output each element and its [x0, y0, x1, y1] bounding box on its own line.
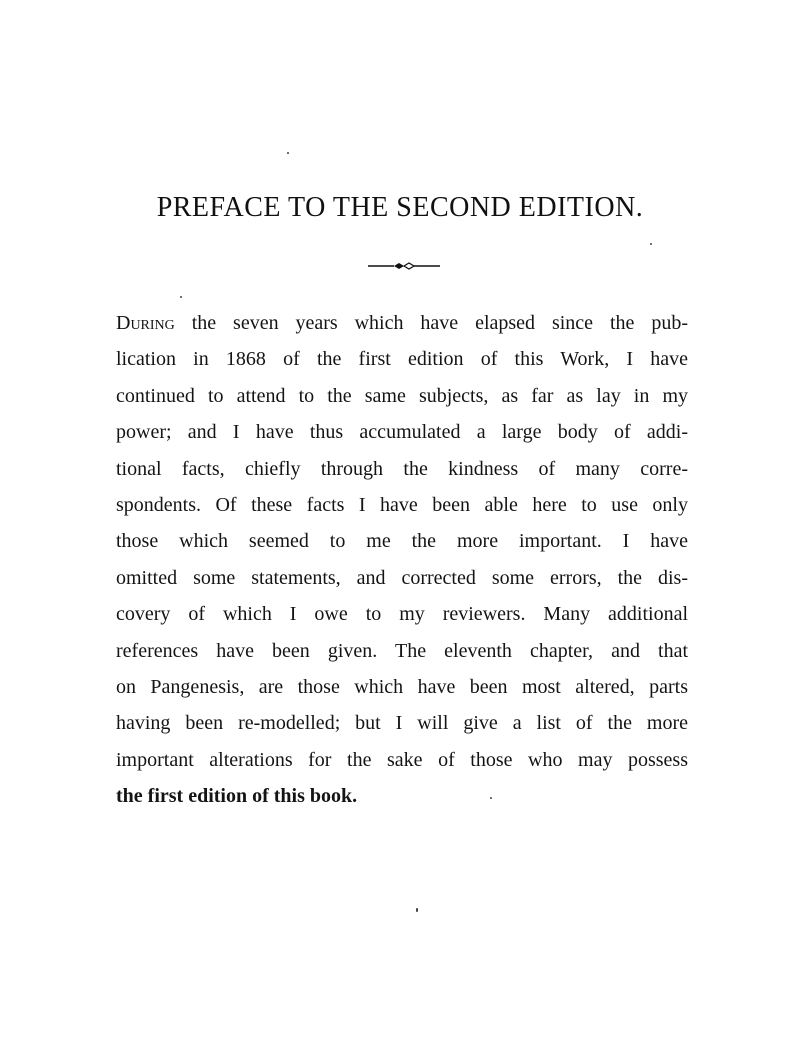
print-speck	[650, 243, 652, 245]
text-line: continued to attend to the same subjects, as far as lay in my	[116, 384, 688, 407]
text-line: on Pangenesis, are those which have been most altered, parts	[116, 675, 688, 698]
text-line-content: the seven years which have elapsed since the pub-	[174, 312, 688, 334]
print-speck	[180, 296, 182, 298]
text-line: covery of which I owe to my reviewers. Many additional	[116, 603, 688, 626]
text-line	[116, 305, 688, 341]
drop-word: During	[116, 312, 175, 334]
text-line: spondents. Of these facts I have been able here to use only	[116, 493, 688, 516]
text-line: important alterations for the sake of those who may possess	[116, 748, 688, 771]
text-line: lication in 1868 of the first edition of this Work, I have	[116, 348, 688, 371]
print-speck	[287, 152, 289, 154]
page-title: PREFACE TO THE SECOND EDITION.	[156, 192, 644, 223]
print-speck	[416, 908, 418, 912]
text-line: tional facts, chiefly through the kindness of many corre-	[116, 457, 688, 480]
text-line: having been re-modelled; but I will give a list of the more	[116, 712, 688, 735]
text-line: power; and I have thus accumulated a large body of addi-	[116, 421, 688, 444]
text-line-last: the first edition of this book.	[116, 785, 358, 808]
text-line: those which seemed to me the more important. I have	[116, 530, 688, 553]
ornamental-rule-icon	[368, 259, 440, 273]
text-line: references have been given. The eleventh chapter, and that	[116, 639, 688, 662]
text-line: omitted some statements, and corrected some errors, the dis-	[116, 566, 688, 589]
preface-paragraph	[116, 305, 688, 814]
print-speck	[490, 797, 492, 799]
